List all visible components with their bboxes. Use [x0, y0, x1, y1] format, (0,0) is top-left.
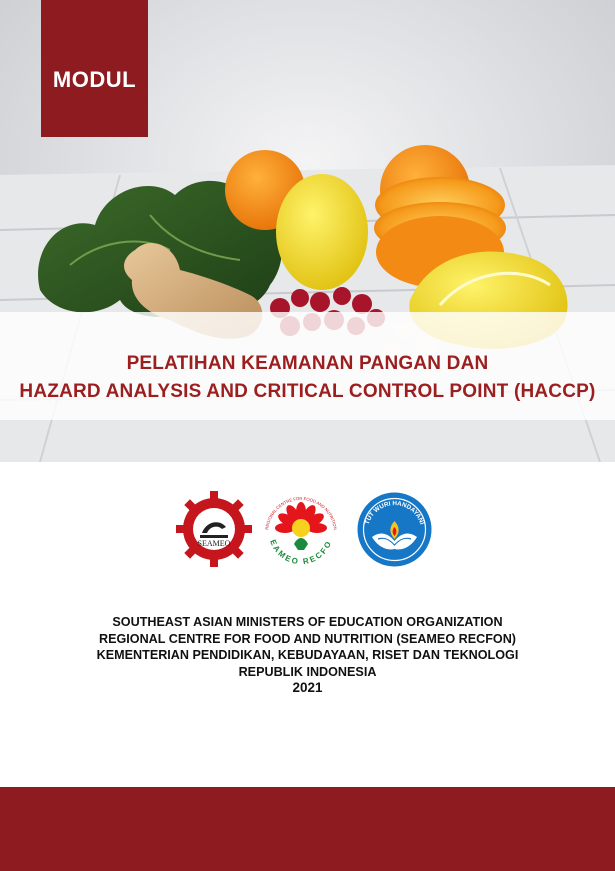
recfon-arc-top-text: REGIONAL CENTRE FOR FOOD AND NUTRITION: [264, 495, 338, 530]
cover-title-line-1: PELATIHAN KEAMANAN PANGAN DAN: [126, 353, 489, 374]
seameo-recfon-logo: [258, 490, 344, 576]
tut-wuri-handayani-logo: [356, 491, 433, 568]
modul-label: MODUL: [52, 67, 137, 92]
organization-block: [0, 614, 615, 697]
org-line-4: REPUBLIK INDONESIA: [238, 664, 377, 679]
org-line-3: KEMENTERIAN PENDIDIKAN, KEBUDAYAAN, RISET DAN TEKNOLOGI: [96, 648, 519, 662]
org-line-2: REGIONAL CENTRE FOR FOOD AND NUTRITION (SEAMEO RECFON): [99, 631, 516, 646]
recfon-arc-bottom-text: EAMEO RECFO: [268, 538, 334, 567]
tut-wuri-text: TUT WURI HANDAYANI: [363, 500, 426, 526]
modul-tab: [41, 0, 148, 137]
seameo-logo-text: SEAMEO: [197, 539, 231, 548]
seameo-logo: [176, 491, 252, 567]
seameo-gear-icon: [176, 491, 252, 567]
bottom-band: [0, 787, 615, 871]
org-line-1: SOUTHEAST ASIAN MINISTERS OF EDUCATION ORGANIZATION: [112, 615, 503, 629]
cover-title-line-2: HAZARD ANALYSIS AND CRITICAL CONTROL POINT (HACCP): [19, 381, 596, 402]
tut-wuri-emblem-icon: [356, 491, 433, 568]
recfon-emblem-icon: [258, 490, 344, 576]
publication-year: 2021: [292, 680, 323, 695]
